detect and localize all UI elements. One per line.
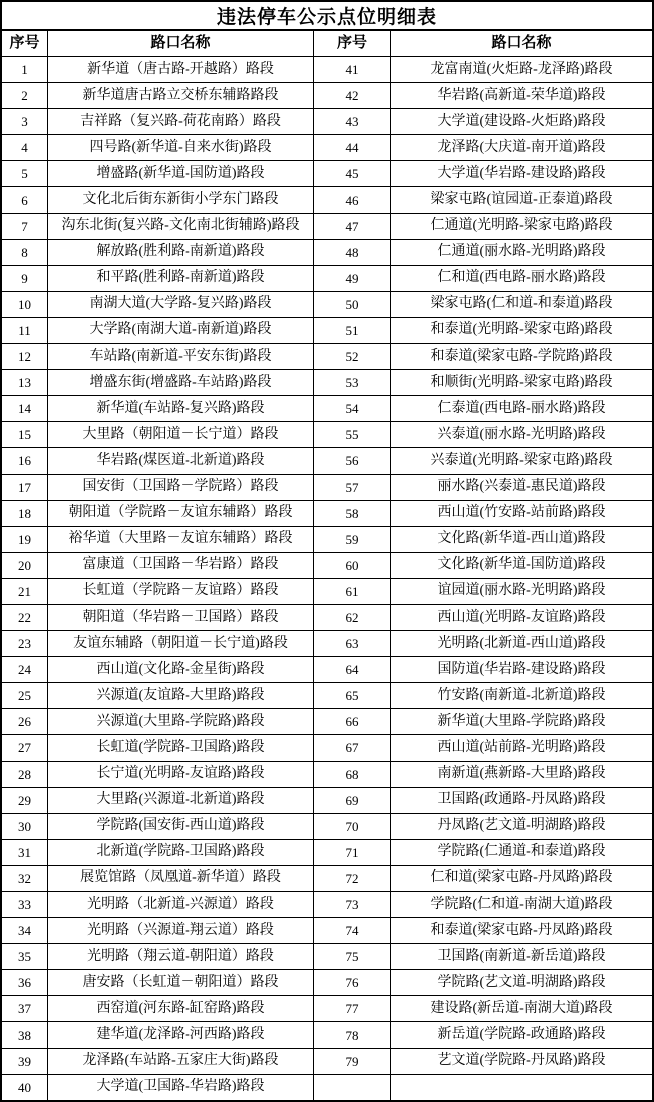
left-road-cell: 长虹道（学院路－友谊路）路段 <box>48 579 314 604</box>
right-road-cell <box>391 1075 652 1100</box>
table-row <box>2 683 652 709</box>
left-index-cell: 16 <box>2 448 48 473</box>
right-road-cell: 学院路(仁和道-南湖大道)路段 <box>430 896 613 912</box>
left-index-cell: 17 <box>2 475 48 500</box>
right-road-cell: 西山道(站前路-光明路)路段 <box>437 739 606 755</box>
right-road-cell: 和泰道(梁家屯路-丹凤路)路段 <box>430 922 613 938</box>
table-row <box>2 109 652 135</box>
right-index-cell: 68 <box>314 762 391 787</box>
left-road-cell: 长虹道(学院路-卫国路)路段 <box>48 735 314 760</box>
left-road-cell: 光明路（北新道-兴源道）路段 <box>48 892 314 917</box>
right-road-cell: 竹安路(南新道-北新道)路段 <box>437 687 606 703</box>
right-road-cell: 丽水路(兴泰道-惠民道)路段 <box>437 479 606 495</box>
table-row <box>2 788 652 814</box>
table-row <box>2 292 652 318</box>
left-index-cell: 35 <box>2 944 48 969</box>
left-road-cell: 兴源道(大里路-学院路)路段 <box>48 709 314 734</box>
right-road-cell: 新华道(大里路-学院路)路段 <box>437 713 606 729</box>
left-index-cell: 5 <box>2 161 48 186</box>
right-road-cell: 文化路(新华道-西山道)路段 <box>437 531 606 547</box>
table-row <box>2 318 652 344</box>
left-index-cell: 24 <box>2 657 48 682</box>
left-index-cell: 18 <box>2 501 48 526</box>
table-row <box>2 370 652 396</box>
left-road-cell: 增盛路(新华道-国防道)路段 <box>48 161 314 186</box>
right-index-cell: 41 <box>314 57 391 82</box>
right-index-cell: 67 <box>314 735 391 760</box>
right-road-cell: 梁家屯路(仁和道-和泰道)路段 <box>430 296 613 312</box>
left-road-cell: 南湖大道(大学路-复兴路)路段 <box>48 292 314 317</box>
left-index-cell: 12 <box>2 344 48 369</box>
left-index-cell: 14 <box>2 396 48 421</box>
left-road-cell: 大学道(卫国路-华岩路)路段 <box>48 1075 314 1100</box>
table-row <box>2 1022 652 1048</box>
table-row <box>2 501 652 527</box>
left-index-cell: 3 <box>2 109 48 134</box>
left-index-cell: 11 <box>2 318 48 343</box>
right-index-cell: 64 <box>314 657 391 682</box>
right-index-cell: 54 <box>314 396 391 421</box>
right-road-cell: 学院路(仁通道-和泰道)路段 <box>437 844 606 860</box>
right-index-cell: 71 <box>314 840 391 865</box>
left-road-cell: 兴源道(友谊路-大里路)路段 <box>48 683 314 708</box>
table-row <box>2 657 652 683</box>
table-row <box>2 735 652 761</box>
table-row <box>2 83 652 109</box>
left-index-cell: 13 <box>2 370 48 395</box>
table-row <box>2 448 652 474</box>
right-road-cell: 仁泰道(西电路-丽水路)路段 <box>437 400 606 416</box>
left-index-cell: 39 <box>2 1049 48 1074</box>
table-row <box>2 1075 652 1100</box>
left-road-cell: 光明路（兴源道-翔云道）路段 <box>48 918 314 943</box>
table-row <box>2 944 652 970</box>
left-index-cell: 8 <box>2 240 48 265</box>
left-index-cell: 21 <box>2 579 48 604</box>
left-road-cell: 沟东北街(复兴路-文化南北街辅路)路段 <box>48 214 314 239</box>
right-road-cell: 卫国路(政通路-丹凤路)路段 <box>437 792 606 808</box>
right-road-cell: 卫国路(南新道-新岳道)路段 <box>437 948 606 964</box>
left-road-cell: 大学路(南湖大道-南新道)路段 <box>48 318 314 343</box>
right-index-cell: 66 <box>314 709 391 734</box>
left-index-cell: 4 <box>2 135 48 160</box>
right-index-cell: 58 <box>314 501 391 526</box>
right-index-cell <box>314 1075 391 1100</box>
right-road-cell: 和泰道(梁家屯路-学院路)路段 <box>430 348 613 364</box>
right-index-cell: 48 <box>314 240 391 265</box>
right-road-cell: 龙富南道(火炬路-龙泽路)路段 <box>430 61 613 77</box>
right-index-cell: 49 <box>314 266 391 291</box>
table-row <box>2 918 652 944</box>
left-road-cell: 北新道(学院路-卫国路)路段 <box>48 840 314 865</box>
right-index-cell: 72 <box>314 866 391 891</box>
table-row <box>2 187 652 213</box>
table-row <box>2 527 652 553</box>
left-index-cell: 23 <box>2 631 48 656</box>
left-index-cell: 15 <box>2 422 48 447</box>
table-row <box>2 631 652 657</box>
left-road-cell: 和平路(胜利路-南新道)路段 <box>48 266 314 291</box>
right-index-cell: 52 <box>314 344 391 369</box>
table-row <box>2 1049 652 1075</box>
right-index-cell: 65 <box>314 683 391 708</box>
table-row <box>2 553 652 579</box>
table-row <box>2 57 652 83</box>
right-index-cell: 61 <box>314 579 391 604</box>
right-index-cell: 77 <box>314 996 391 1021</box>
table-row <box>2 840 652 866</box>
left-road-cell: 新华道(车站路-复兴路)路段 <box>48 396 314 421</box>
right-road-cell: 仁和道(西电路-丽水路)路段 <box>437 270 606 286</box>
table-row <box>2 866 652 892</box>
right-index-cell: 60 <box>314 553 391 578</box>
left-road-cell: 国安街（卫国路－学院路）路段 <box>48 475 314 500</box>
table-header <box>2 31 652 57</box>
right-index-cell: 75 <box>314 944 391 969</box>
left-index-cell: 30 <box>2 814 48 839</box>
table-row <box>2 970 652 996</box>
left-index-cell: 33 <box>2 892 48 917</box>
right-index-cell: 69 <box>314 788 391 813</box>
header-left-road-name: 路口名称 <box>48 31 314 56</box>
right-index-cell: 45 <box>314 161 391 186</box>
table-row <box>2 892 652 918</box>
right-road-cell: 大学道(建设路-火炬路)路段 <box>437 113 606 129</box>
left-road-cell: 华岩路(煤医道-北新道)路段 <box>48 448 314 473</box>
left-road-cell: 展览馆路（凤凰道-新华道）路段 <box>48 866 314 891</box>
table-row <box>2 709 652 735</box>
left-road-cell: 新华道唐古路立交桥东辅路路段 <box>48 83 314 108</box>
left-road-cell: 唐安路（长虹道－朝阳道）路段 <box>48 970 314 995</box>
left-index-cell: 26 <box>2 709 48 734</box>
left-road-cell: 车站路(南新道-平安东街)路段 <box>48 344 314 369</box>
right-road-cell: 兴泰道(丽水路-光明路)路段 <box>437 426 606 442</box>
right-index-cell: 62 <box>314 605 391 630</box>
table-row <box>2 266 652 292</box>
right-road-cell: 大学道(华岩路-建设路)路段 <box>437 165 606 181</box>
table-row <box>2 396 652 422</box>
left-index-cell: 20 <box>2 553 48 578</box>
right-index-cell: 44 <box>314 135 391 160</box>
right-index-cell: 78 <box>314 1022 391 1047</box>
right-road-cell: 龙泽路(大庆道-南开道)路段 <box>437 139 606 155</box>
left-road-cell: 裕华道（大里路－友谊东辅路）路段 <box>48 527 314 552</box>
right-road-cell: 仁通道(丽水路-光明路)路段 <box>437 244 606 260</box>
left-index-cell: 7 <box>2 214 48 239</box>
left-road-cell: 吉祥路（复兴路-荷花南路）路段 <box>48 109 314 134</box>
left-road-cell: 文化北后街东新街小学东门路段 <box>48 187 314 212</box>
right-index-cell: 57 <box>314 475 391 500</box>
left-index-cell: 2 <box>2 83 48 108</box>
right-road-cell: 光明路(北新道-西山道)路段 <box>437 635 606 651</box>
left-index-cell: 19 <box>2 527 48 552</box>
table-row <box>2 422 652 448</box>
table-row <box>2 814 652 840</box>
right-road-cell: 梁家屯路(谊园道-正泰道)路段 <box>430 192 613 208</box>
left-road-cell: 西窑道(河东路-缸窑路)路段 <box>48 996 314 1021</box>
table-body <box>2 57 652 1100</box>
left-index-cell: 25 <box>2 683 48 708</box>
left-index-cell: 31 <box>2 840 48 865</box>
left-road-cell: 新华道（唐古路-开越路）路段 <box>48 57 314 82</box>
table-row <box>2 161 652 187</box>
table-title: 违法停车公示点位明细表 <box>2 2 652 31</box>
header-right-index: 序号 <box>314 31 391 56</box>
table-row <box>2 214 652 240</box>
left-index-cell: 37 <box>2 996 48 1021</box>
right-index-cell: 55 <box>314 422 391 447</box>
right-index-cell: 42 <box>314 83 391 108</box>
right-road-cell: 艺文道(学院路-丹凤路)路段 <box>437 1053 606 1069</box>
left-index-cell: 1 <box>2 57 48 82</box>
left-road-cell: 大里路(兴源道-北新道)路段 <box>48 788 314 813</box>
right-road-cell: 仁和道(梁家屯路-丹凤路)路段 <box>430 870 613 886</box>
right-index-cell: 43 <box>314 109 391 134</box>
right-index-cell: 50 <box>314 292 391 317</box>
left-index-cell: 22 <box>2 605 48 630</box>
left-road-cell: 友谊东辅路（朝阳道－长宁道)路段 <box>48 631 314 656</box>
left-road-cell: 光明路（翔云道-朝阳道）路段 <box>48 944 314 969</box>
left-index-cell: 6 <box>2 187 48 212</box>
right-road-cell: 新岳道(学院路-政通路)路段 <box>437 1027 606 1043</box>
right-road-cell: 文化路(新华道-国防道)路段 <box>437 557 606 573</box>
left-index-cell: 27 <box>2 735 48 760</box>
right-index-cell: 73 <box>314 892 391 917</box>
table-row <box>2 240 652 266</box>
right-index-cell: 70 <box>314 814 391 839</box>
left-index-cell: 36 <box>2 970 48 995</box>
right-road-cell: 学院路(艺文道-明湖路)路段 <box>437 974 606 990</box>
right-road-cell: 西山道(竹安路-站前路)路段 <box>437 505 606 521</box>
left-road-cell: 四号路(新华道-自来水街)路段 <box>48 135 314 160</box>
right-index-cell: 51 <box>314 318 391 343</box>
right-road-cell: 建设路(新岳道-南湖大道)路段 <box>430 1000 613 1016</box>
table-row <box>2 475 652 501</box>
right-index-cell: 56 <box>314 448 391 473</box>
right-index-cell: 59 <box>314 527 391 552</box>
left-road-cell: 朝阳道（华岩路－卫国路）路段 <box>48 605 314 630</box>
right-road-cell: 西山道(光明路-友谊路)路段 <box>437 609 606 625</box>
table-row <box>2 996 652 1022</box>
left-index-cell: 32 <box>2 866 48 891</box>
left-road-cell: 建华道(龙泽路-河西路)路段 <box>48 1022 314 1047</box>
left-road-cell: 龙泽路(车站路-五家庄大街)路段 <box>48 1049 314 1074</box>
right-index-cell: 74 <box>314 918 391 943</box>
right-road-cell: 谊园道(丽水路-光明路)路段 <box>437 583 606 599</box>
left-index-cell: 9 <box>2 266 48 291</box>
left-road-cell: 解放路(胜利路-南新道)路段 <box>48 240 314 265</box>
table-row <box>2 135 652 161</box>
left-index-cell: 38 <box>2 1022 48 1047</box>
left-road-cell: 富康道（卫国路－华岩路）路段 <box>48 553 314 578</box>
header-left-index: 序号 <box>2 31 48 56</box>
left-road-cell: 学院路(国安街-西山道)路段 <box>48 814 314 839</box>
right-index-cell: 53 <box>314 370 391 395</box>
right-index-cell: 47 <box>314 214 391 239</box>
left-road-cell: 增盛东街(增盛路-车站路)路段 <box>48 370 314 395</box>
right-road-cell: 丹凤路(艺文道-明湖路)路段 <box>437 818 606 834</box>
right-index-cell: 63 <box>314 631 391 656</box>
right-road-cell: 兴泰道(光明路-梁家屯路)路段 <box>430 452 613 468</box>
right-road-cell: 仁通道(光明路-梁家屯路)路段 <box>430 218 613 234</box>
left-road-cell: 西山道(文化路-金星街)路段 <box>48 657 314 682</box>
left-index-cell: 29 <box>2 788 48 813</box>
table-row <box>2 762 652 788</box>
right-index-cell: 76 <box>314 970 391 995</box>
left-road-cell: 朝阳道（学院路－友谊东辅路）路段 <box>48 501 314 526</box>
right-road-cell: 国防道(华岩路-建设路)路段 <box>437 661 606 677</box>
right-index-cell: 79 <box>314 1049 391 1074</box>
right-road-cell: 华岩路(高新道-荣华道)路段 <box>437 87 606 103</box>
left-index-cell: 34 <box>2 918 48 943</box>
left-index-cell: 10 <box>2 292 48 317</box>
right-road-cell: 和顺街(光明路-梁家屯路)路段 <box>430 374 613 390</box>
left-index-cell: 28 <box>2 762 48 787</box>
right-road-cell: 南新道(燕新路-大里路)路段 <box>437 766 606 782</box>
left-index-cell: 40 <box>2 1075 48 1100</box>
table-row <box>2 605 652 631</box>
table-row <box>2 579 652 605</box>
left-road-cell: 长宁道(光明路-友谊路)路段 <box>48 762 314 787</box>
table-row <box>2 344 652 370</box>
left-road-cell: 大里路（朝阳道－长宁道）路段 <box>48 422 314 447</box>
right-index-cell: 46 <box>314 187 391 212</box>
header-right-road-name: 路口名称 <box>491 35 552 51</box>
right-road-cell: 和泰道(光明路-梁家屯路)路段 <box>430 322 613 338</box>
